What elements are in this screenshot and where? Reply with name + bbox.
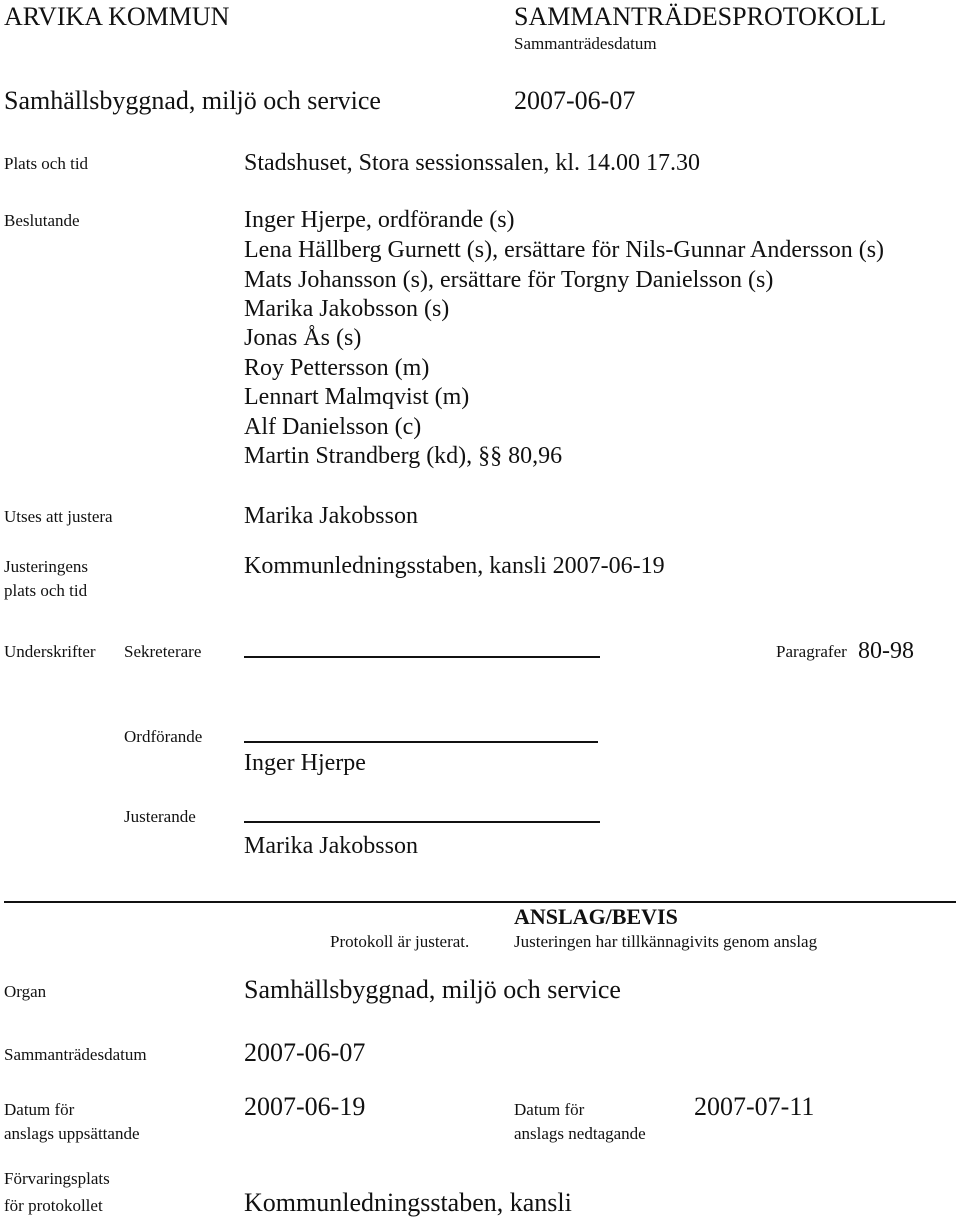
posting-date-value: 2007-06-19: [244, 1092, 366, 1121]
notice-left-text: Protokoll är justerat.: [330, 932, 470, 951]
section-divider: [4, 901, 956, 903]
adjust-place-label-2: plats och tid: [4, 581, 88, 600]
storage-label-2: för protokollet: [4, 1196, 103, 1215]
decider-item: Lennart Malmqvist (m): [244, 384, 470, 410]
adjuster-label: Utses att justera: [4, 507, 113, 526]
deciders-label: Beslutande: [4, 211, 80, 230]
decider-item: Lena Hällberg Gurnett (s), ersättare för Nils-Gunnar Andersson (s): [244, 237, 885, 263]
removal-date-value: 2007-07-11: [694, 1092, 815, 1121]
signatures-label: Underskrifter: [4, 642, 96, 661]
notice-date-value: 2007-06-07: [244, 1038, 366, 1067]
place-value: Stadshuset, Stora sessionssalen, kl. 14.00 17.30: [244, 150, 700, 176]
decider-item: Inger Hjerpe, ordförande (s): [244, 207, 515, 233]
secretary-signature-line: [244, 656, 600, 658]
decider-item: Alf Danielsson (c): [244, 414, 422, 440]
decider-item: Mats Johansson (s), ersättare för Torgny Danielsson (s): [244, 267, 774, 293]
storage-label: Förvaringsplats: [4, 1169, 110, 1188]
signature-adjuster-name: Marika Jakobsson: [244, 833, 418, 859]
secretary-label: Sekreterare: [124, 642, 202, 661]
adjust-place-value: Kommunledningsstaben, kansli 2007-06-19: [244, 553, 665, 579]
paragraphs-label: Paragrafer: [776, 642, 847, 661]
decider-item: Marika Jakobsson (s): [244, 296, 450, 322]
decider-item: Martin Strandberg (kd), §§ 80,96: [244, 443, 563, 469]
date-caption: Sammanträdesdatum: [514, 34, 657, 53]
adjuster-signature-line: [244, 821, 600, 823]
posting-date-label: Datum för: [4, 1100, 75, 1119]
notice-right-text: Justeringen har tillkännagivits genom anslag: [514, 932, 818, 951]
storage-value: Kommunledningsstaben, kansli: [244, 1188, 572, 1217]
organ-value: Samhällsbyggnad, miljö och service: [244, 975, 621, 1004]
chair-signature-line: [244, 741, 598, 743]
chair-name: Inger Hjerpe: [244, 750, 366, 776]
signature-adjuster-label: Justerande: [124, 807, 196, 826]
removal-date-label: Datum för: [514, 1100, 585, 1119]
notice-heading: ANSLAG/BEVIS: [514, 904, 678, 929]
paragraphs-value: 80-98: [858, 638, 914, 664]
adjust-place-label: Justeringens: [4, 557, 89, 576]
place-label: Plats och tid: [4, 154, 89, 173]
municipality-name: ARVIKA KOMMUN: [4, 2, 230, 31]
chair-label: Ordförande: [124, 727, 203, 746]
decider-item: Roy Pettersson (m): [244, 355, 430, 381]
decider-item: Jonas Ås (s): [244, 325, 362, 351]
document-title: SAMMANTRÄDESPROTOKOLL: [514, 2, 887, 31]
removal-date-label-2: anslags nedtagande: [514, 1124, 646, 1143]
adjuster-value: Marika Jakobsson: [244, 503, 418, 529]
meeting-date: 2007-06-07: [514, 86, 636, 115]
committee-name: Samhällsbyggnad, miljö och service: [4, 86, 381, 115]
notice-date-label: Sammanträdesdatum: [4, 1045, 147, 1064]
organ-label: Organ: [4, 982, 47, 1001]
posting-date-label-2: anslags uppsättande: [4, 1124, 140, 1143]
